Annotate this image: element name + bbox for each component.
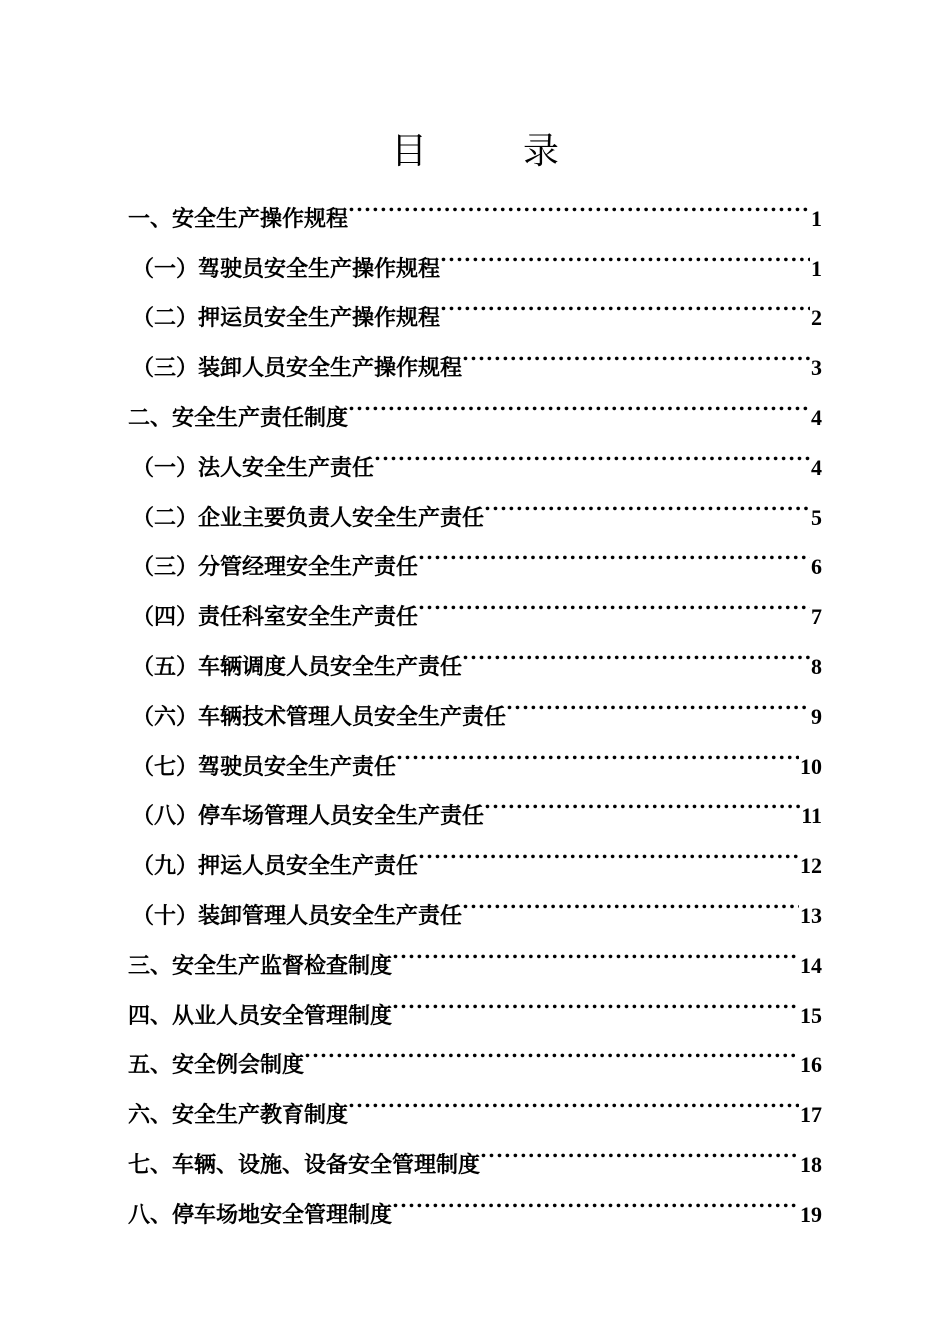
toc-entry[interactable] — [128, 176, 822, 232]
toc-page-number: 15 — [800, 1002, 822, 1028]
toc-dot-leader — [304, 1023, 799, 1073]
toc-entry-label: 二、安全生产责任制度 — [128, 404, 349, 431]
toc-page-number: 13 — [800, 902, 822, 928]
toc-page-number: 16 — [800, 1052, 822, 1078]
toc-entry-label: （二）企业主要负责人安全生产责任 — [132, 504, 485, 531]
toc-dot-leader — [348, 375, 810, 425]
toc-entry-label: 六、安全生产教育制度 — [128, 1102, 349, 1129]
toc-dot-leader — [440, 226, 810, 276]
toc-entry-label: （三）分管经理安全生产责任 — [132, 554, 419, 581]
toc-dot-leader — [484, 475, 810, 525]
toc-dot-leader — [418, 574, 810, 624]
toc-page-number: 1 — [811, 205, 822, 231]
toc-entry-label: 七、车辆、设施、设备安全管理制度 — [128, 1151, 481, 1178]
toc-entry-label: 四、从业人员安全管理制度 — [128, 1002, 393, 1029]
toc-page-number: 12 — [800, 853, 822, 879]
toc-dot-leader — [374, 425, 810, 475]
toc-entry-label: （四）责任科室安全生产责任 — [132, 604, 419, 631]
toc-page-number: 3 — [811, 355, 822, 381]
toc-dot-leader — [392, 923, 799, 973]
toc-entry-label: 三、安全生产监督检查制度 — [128, 952, 393, 979]
toc-dot-leader — [462, 873, 799, 923]
toc-page-number: 8 — [811, 653, 822, 679]
toc-page-number: 4 — [811, 404, 822, 430]
toc-entry-label: （一）法人安全生产责任 — [132, 454, 375, 481]
toc-entry-label: （七）驾驶员安全生产责任 — [132, 753, 397, 780]
toc-dot-leader — [348, 176, 810, 226]
toc-page-number: 2 — [811, 305, 822, 331]
toc-dot-leader — [506, 674, 810, 724]
toc-entry-label: （九）押运人员安全生产责任 — [132, 853, 419, 880]
toc-page-number: 6 — [811, 554, 822, 580]
toc-entry-label: （六）车辆技术管理人员安全生产责任 — [132, 703, 507, 730]
toc-dot-leader — [418, 823, 799, 873]
toc-page-number: 17 — [800, 1102, 822, 1128]
toc-page-number: 4 — [811, 454, 822, 480]
toc-dot-leader — [462, 325, 810, 375]
toc-list — [128, 176, 822, 1228]
toc-entry-label: （十）装卸管理人员安全生产责任 — [132, 902, 463, 929]
toc-page-number: 18 — [800, 1151, 822, 1177]
toc-page-number: 5 — [811, 504, 822, 530]
toc-page-number: 7 — [811, 604, 822, 630]
toc-dot-leader — [392, 1172, 799, 1222]
toc-entry-label: 五、安全例会制度 — [128, 1052, 305, 1079]
toc-dot-leader — [396, 724, 799, 774]
toc-page-number: 9 — [811, 703, 822, 729]
toc-entry-label: （三）装卸人员安全生产操作规程 — [132, 355, 463, 382]
toc-entry-label: 一、安全生产操作规程 — [128, 205, 349, 232]
toc-page-number: 11 — [801, 803, 822, 829]
toc-page-number: 1 — [811, 255, 822, 281]
toc-entry-label: （八）停车场管理人员安全生产责任 — [132, 803, 485, 830]
toc-dot-leader — [348, 1072, 799, 1122]
toc-dot-leader — [440, 276, 810, 326]
toc-entry-label: 八、停车场地安全管理制度 — [128, 1201, 393, 1228]
toc-entry-label: （二）押运员安全生产操作规程 — [132, 305, 441, 332]
toc-dot-leader — [392, 973, 799, 1023]
toc-dot-leader — [484, 774, 800, 824]
toc-dot-leader — [462, 624, 810, 674]
toc-title: 目 录 — [390, 131, 589, 172]
toc-dot-leader — [418, 525, 810, 575]
toc-page-number: 10 — [800, 753, 822, 779]
toc-page-number: 14 — [800, 952, 822, 978]
toc-page-number: 19 — [800, 1201, 822, 1227]
toc-entry-label: （五）车辆调度人员安全生产责任 — [132, 653, 463, 680]
toc-dot-leader — [480, 1122, 799, 1172]
toc-entry-label: （一）驾驶员安全生产操作规程 — [132, 255, 441, 282]
